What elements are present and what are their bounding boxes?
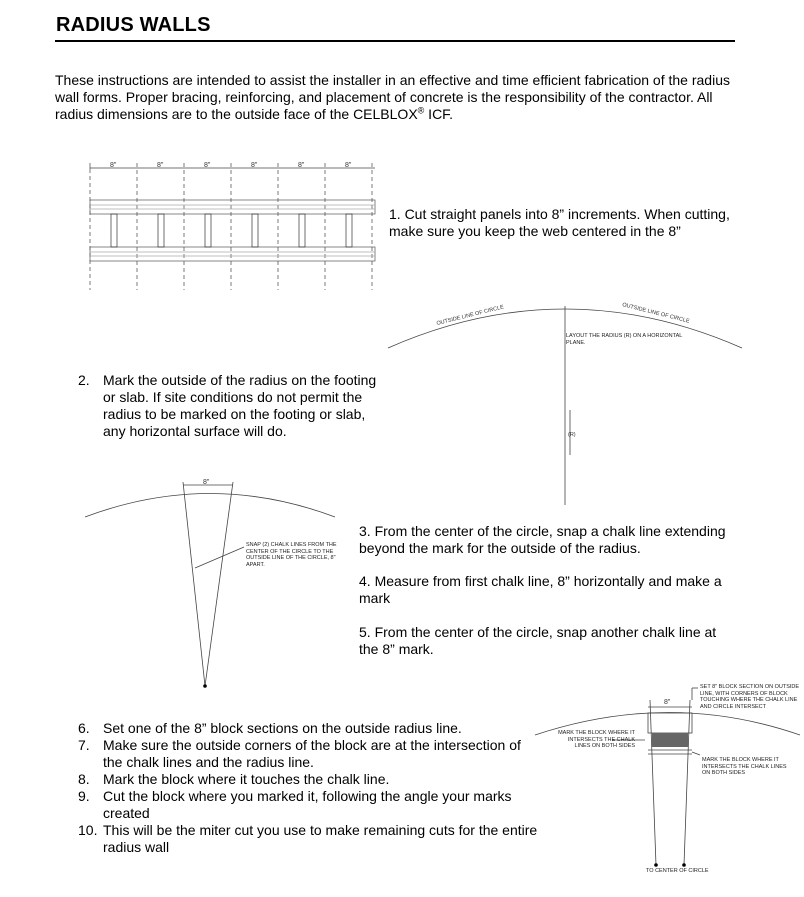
- list-item: 9. Cut the block where you marked it, following the angle your marks created: [78, 788, 512, 821]
- snap-note: SNAP (2) CHALK LINES FROM THE CENTER OF THE CIRCLE TO THE OUTSIDE LINE OF THE CIRCLE, 8" APART.: [246, 542, 337, 568]
- page-title: RADIUS WALLS: [56, 14, 211, 36]
- registered-mark: ®: [417, 105, 425, 116]
- mark-block-note-left: MARK THE BLOCK WHERE IT INTERSECTS THE CHALK LINES ON BOTH SIDES: [558, 730, 635, 749]
- step-3: 3. From the center of the circle, snap a chalk line extending beyond the mark for the outside of the radius.: [359, 523, 726, 556]
- center-note: TO CENTER OF CIRCLE: [646, 868, 709, 874]
- step-2: [78, 372, 378, 462]
- dim-label: 8": [251, 162, 258, 169]
- radius-label: (R): [568, 432, 576, 438]
- dim-label: 8": [110, 162, 117, 169]
- list-item: 7. Make sure the outside corners of the block are at the intersection of the chalk lines and the radius line.: [78, 737, 521, 770]
- intro-text: These instructions are intended to assist the installer in an effective and time efficient fabrication of the radius wall forms. Proper bracing, reinforcing, and placement of concrete is the responsibility of the contractor. All radius dimensions are to the outside face of the CELBLOX: [55, 72, 730, 122]
- layout-note: LAYOUT THE RADIUS (R) ON A HORIZONTAL PLANE.: [566, 333, 683, 346]
- step-number: 2.: [78, 372, 90, 388]
- list-item: 6. Set one of the 8” block sections on the outside radius line.: [78, 720, 462, 736]
- step-5: 5. From the center of the circle, snap another chalk line at the 8” mark.: [359, 624, 717, 657]
- set-block-note: SET 8" BLOCK SECTION ON OUTSIDE LINE, WITH CORNERS OF BLOCK TOUCHING WHERE THE CHALK LINE AND CIRCLE INTERSECT: [700, 684, 800, 710]
- intro-tail: ICF.: [424, 106, 454, 122]
- list-item: 10. This will be the miter cut you use to make remaining cuts for the entire radius wall: [78, 822, 538, 855]
- list-item: 8. Mark the block where it touches the chalk line.: [78, 771, 390, 787]
- title-underline: [55, 40, 735, 42]
- intro-paragraph: [55, 72, 735, 123]
- dim-label: 8": [157, 162, 164, 169]
- dim-label: 8": [203, 479, 210, 486]
- steps-list: [78, 720, 538, 856]
- step-text: Mark the outside of the radius on the footing or slab. If site conditions do not permit the radius to be marked on the footing or slab, any horizontal surface will do.: [103, 372, 377, 439]
- dim-label: 8": [204, 162, 211, 169]
- outside-line-label-right: OUTSIDE LINE OF CIRCLE: [621, 302, 690, 325]
- dim-label: 8": [345, 162, 352, 169]
- dim-label: 8": [298, 162, 305, 169]
- step-4: 4. Measure from first chalk line, 8” horizontally and make a mark: [359, 573, 722, 606]
- mark-block-note-right: MARK THE BLOCK WHERE IT INTERSECTS THE CHALK LINES ON BOTH SIDES: [702, 757, 787, 776]
- dim-label: 8": [664, 699, 671, 706]
- step-1: 1. Cut straight panels into 8” increments. When cutting, make sure you keep the web centered in the 8”: [389, 206, 730, 239]
- outside-line-label-left: OUTSIDE LINE OF CIRCLE: [436, 304, 505, 327]
